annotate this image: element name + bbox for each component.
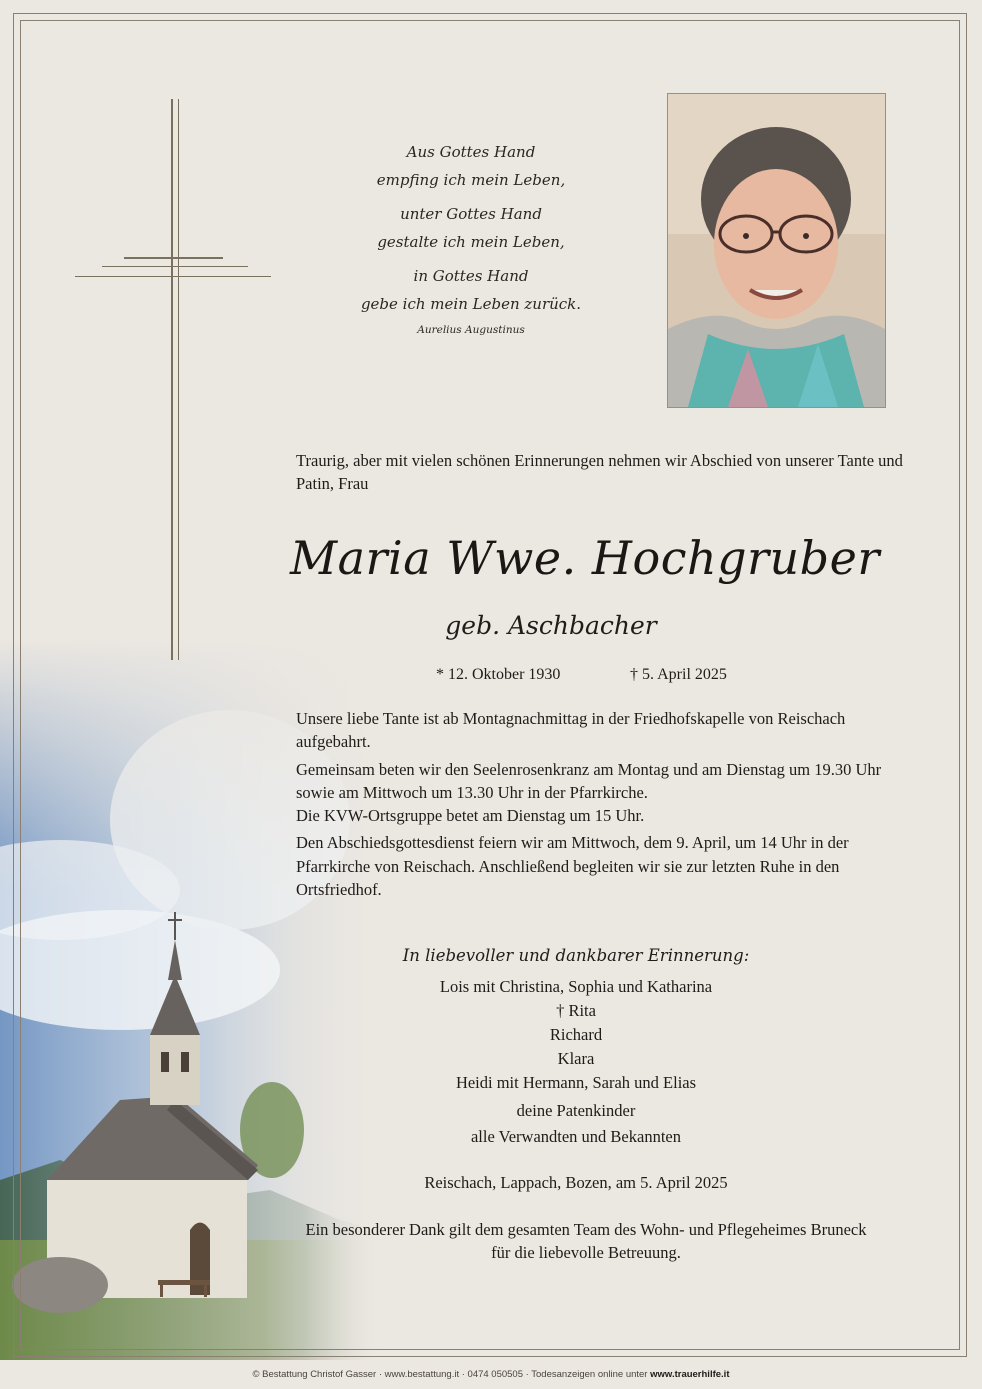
poem <box>330 138 612 340</box>
notice-paragraph: Die KVW-Ortsgruppe betet am Dienstag um 15 Uhr. <box>296 806 645 826</box>
thanks-text: Ein besonderer Dank gilt dem gesamten Team des Wohn- und Pflegeheimes Bruneck für die liebevolle Betreuung. <box>305 1220 867 1262</box>
mourner-line: † Rita <box>556 1001 596 1020</box>
poem-line: gestalte ich mein Leben, <box>377 233 565 251</box>
notice-paragraph: Unsere liebe Tante ist ab Montagnachmittag in der Friedhofskapelle von Reischach aufgebahrt. <box>296 709 846 752</box>
mourner-line: deine Patenkinder <box>516 1101 636 1120</box>
birth-date: * 12. Oktober 1930 <box>436 666 561 683</box>
notice-paragraph: Gemeinsam beten wir den Seelenrosenkranz am Montag und am Dienstag um 19.30 Uhr sowie am Mittwoch um 13.30 Uhr in der Pfarrkirche. <box>296 759 882 802</box>
mourner-line: alle Verwandten und Bekannten <box>470 1127 681 1146</box>
death-date: † 5. April 2025 <box>630 666 727 683</box>
poem-line: empfing ich mein Leben, <box>376 171 566 189</box>
footer <box>0 1368 982 1382</box>
maiden-name: geb. Aschbacher <box>445 611 657 640</box>
deceased-name: Maria Wwe. Hochgruber <box>290 531 880 585</box>
portrait-photo <box>667 93 886 408</box>
poem-line: gebe ich mein Leben zurück. <box>360 295 582 313</box>
funeral-notice <box>296 707 916 905</box>
mourner-line: Klara <box>557 1049 595 1068</box>
footer-link[interactable]: www.trauerhilfe.it <box>650 1369 730 1380</box>
mourner-line: Richard <box>549 1025 603 1044</box>
mourners-list <box>296 975 856 1149</box>
place-and-date: Reischach, Lappach, Bozen, am 5. April 2025 <box>424 1173 728 1192</box>
poem-author: Aurelius Augustinus <box>417 324 525 336</box>
poem-line: in Gottes Hand <box>413 267 529 285</box>
poem-line: unter Gottes Hand <box>400 205 542 223</box>
mourners-heading: In liebevoller und dankbarer Erinnerung: <box>402 946 750 965</box>
poem-line: Aus Gottes Hand <box>406 143 536 161</box>
notice-paragraph: Den Abschiedsgottesdienst feiern wir am Mittwoch, dem 9. April, um 14 Uhr in der Pfarrkirche von Reischach. Anschließend begleiten wir sie zur letzten Ruhe in den Ortsfriedhof. <box>296 833 849 900</box>
mourner-line: Heidi mit Hermann, Sarah und Elias <box>455 1073 697 1092</box>
footer-text: © Bestattung Christof Gasser · www.bestattung.it · 0474 050505 · Todesanzeigen online unter <box>252 1369 651 1380</box>
intro-text: Traurig, aber mit vielen schönen Erinnerungen nehmen wir Abschied von unserer Tante und Patin, Frau <box>296 451 903 493</box>
mourner-line: Lois mit Christina, Sophia und Katharina <box>439 977 713 996</box>
